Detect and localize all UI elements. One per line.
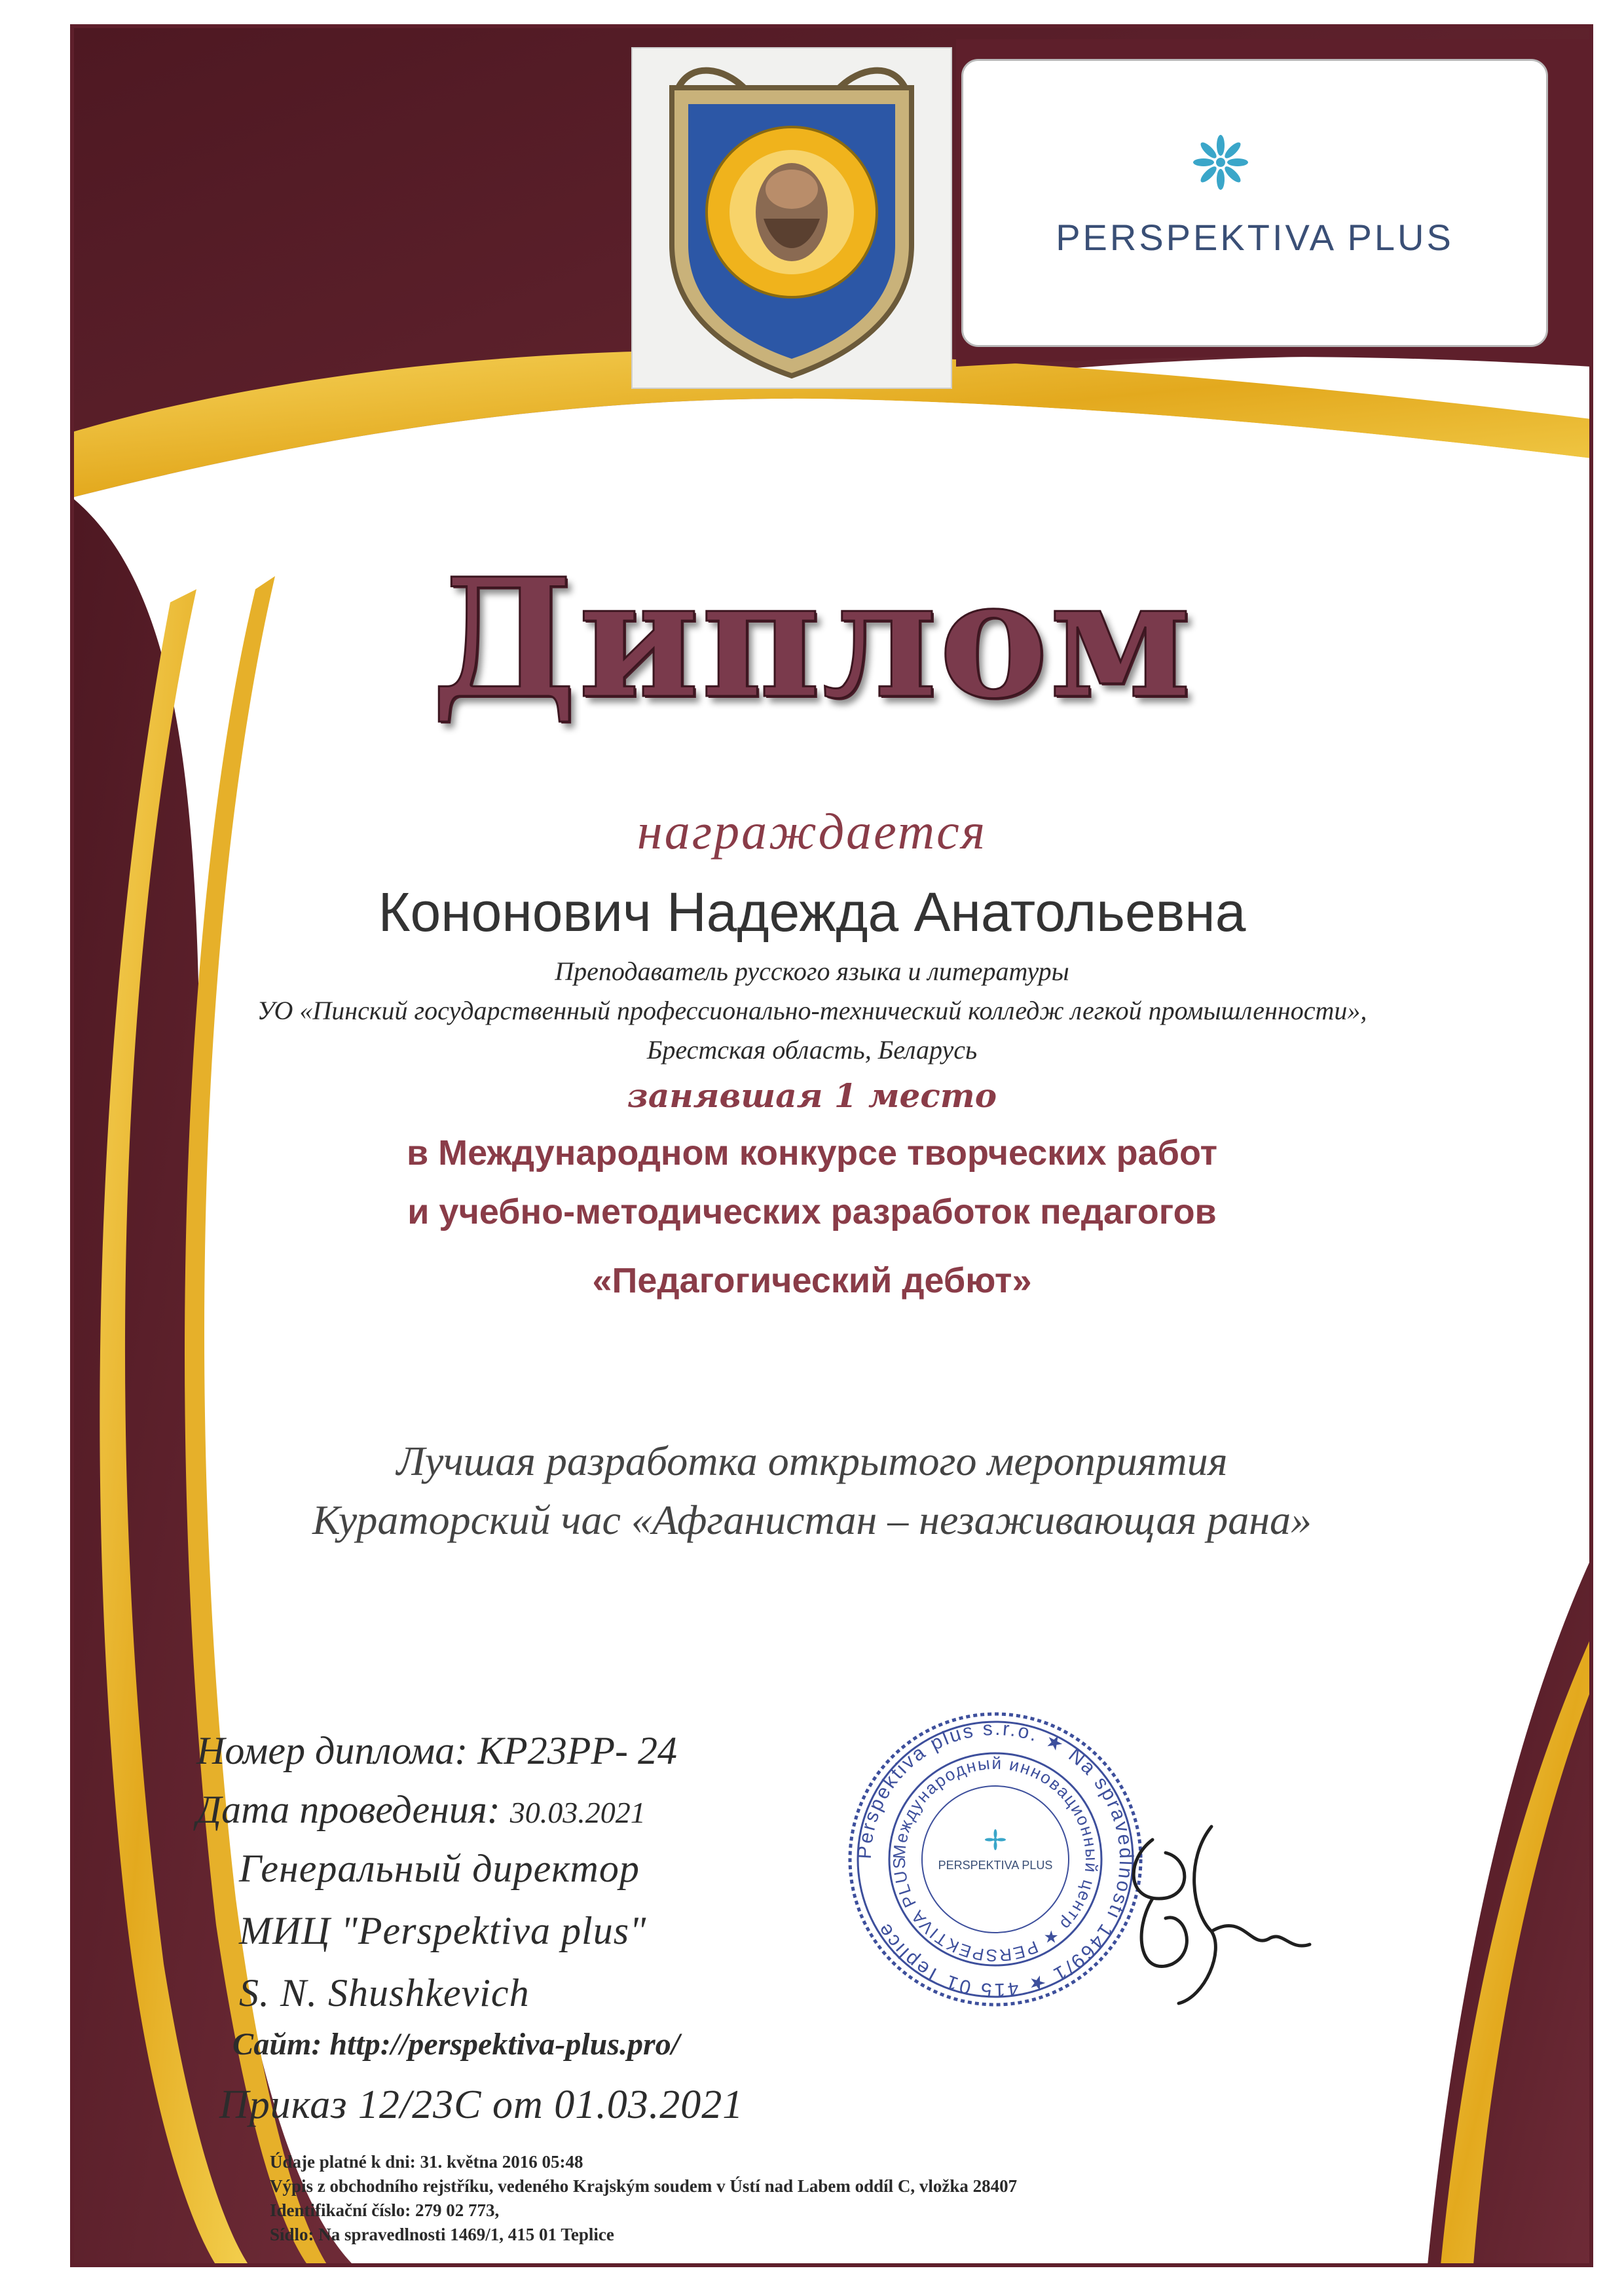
- director-name: S. N. Shushkevich: [239, 1971, 530, 2014]
- event-date-value: 30.03.2021: [509, 1796, 646, 1829]
- site-link[interactable]: Сайт: http://perspektiva-plus.pro/: [232, 2027, 680, 2062]
- stamp-outer-text: Perspektiva plus s.r.o. ★ Na spravedlnosti 1469/1 ★ 415 01 Teplice: [853, 1717, 1137, 2001]
- event-date-label: Дата проведения:: [196, 1788, 500, 1831]
- recipient-position: Преподаватель русского языка и литературы: [555, 957, 1069, 986]
- awarded-label: награждается: [637, 803, 987, 860]
- coat-of-arms-emblem: [633, 48, 951, 388]
- work-subtitle: Кураторский час «Афганистан – незаживающая рана»: [312, 1497, 1312, 1543]
- coat-of-arms-frame: [631, 47, 952, 389]
- director-title: Генеральный директор: [239, 1847, 640, 1890]
- diploma-number-value: КР23РР- 24: [477, 1729, 677, 1772]
- contest-line: в Международном конкурсе творческих работ: [406, 1133, 1218, 1173]
- order-number: Приказ 12/23С от 01.03.2021: [219, 2083, 744, 2127]
- recipient-institution: УО «Пинский государственный профессионально-технический колледж легкой промышленности»,: [257, 996, 1367, 1025]
- diploma-number-label: Номер диплома:: [196, 1729, 468, 1772]
- place-label: занявшая 1 место: [627, 1076, 997, 1115]
- legal-line: Údaje platné k dni: 31. května 2016 05:48: [270, 2152, 583, 2172]
- recipient-name: Кононович Надежда Анатольевна: [378, 881, 1246, 943]
- stamp-center-text: PERSPEKTIVA PLUS: [938, 1859, 1053, 1872]
- logo-panel: [961, 59, 1548, 347]
- contest-name: «Педагогический дебют»: [592, 1261, 1032, 1300]
- legal-line: Identifikační číslo: 279 02 773,: [270, 2200, 500, 2220]
- page-title: Диплом: [431, 542, 1193, 735]
- director-org: МИЦ "Perspektiva plus": [239, 1909, 647, 1952]
- legal-line: Výpis z obchodního rejstříku, vedeného Krajským soudem v Ústí nad Labem oddíl C, vložka 28407: [270, 2176, 1018, 2196]
- contest-line: и учебно-методических разработок педагогов: [407, 1192, 1217, 1231]
- logo-name: PERSPEKTIVA PLUS: [1056, 217, 1454, 258]
- work-title: Лучшая разработка открытого мероприятия: [396, 1438, 1228, 1484]
- snowflake-star-icon: [1189, 131, 1252, 194]
- event-date: [196, 1787, 646, 1832]
- director-signature: [1113, 1800, 1323, 2010]
- recipient-region: Брестская область, Беларусь: [646, 1035, 978, 1065]
- diploma-number: [196, 1728, 677, 1774]
- stamp-star-icon: [985, 1829, 1006, 1850]
- legal-line: Sídlo: Na spravedlnosti 1469/1, 415 01 Teplice: [270, 2225, 614, 2244]
- stamp-inner-text: Международный инновационный центр ★ PERSPEKTIVA PLUS: [889, 1753, 1102, 1966]
- company-stamp: [845, 1709, 1146, 2010]
